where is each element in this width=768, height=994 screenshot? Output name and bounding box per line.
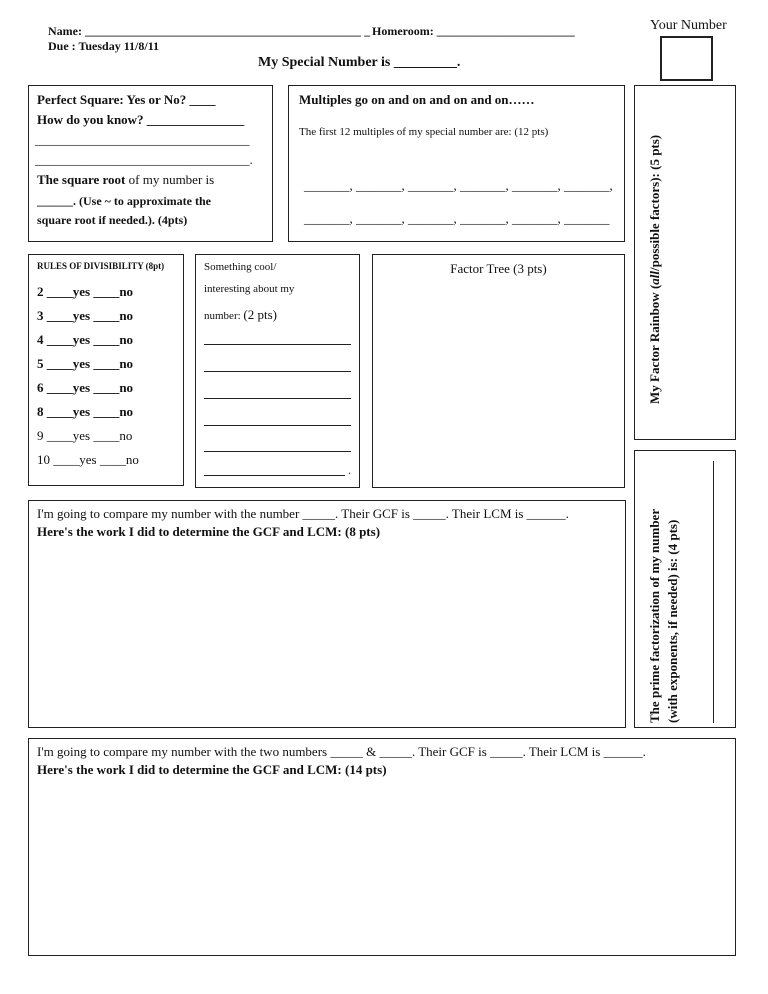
- square-root-points: square root if needed.). (4pts): [37, 213, 188, 227]
- cool-answer-line[interactable]: [204, 425, 351, 426]
- cool-line-3: number: (2 pts): [204, 307, 278, 322]
- compare-two-question: I'm going to compare my number with the two numbers _____ & _____. Their GCF is _____. Their LCM is ______.: [37, 744, 646, 759]
- square-root-instruction: ______. (Use ~ to approximate the: [37, 194, 211, 208]
- your-number-box[interactable]: [660, 36, 713, 81]
- compare-one-work-label: Here's the work I did to determine the GCF and LCM: (8 pts): [37, 524, 381, 539]
- name-field-label[interactable]: Name: ______________________________________________ _: [48, 24, 370, 38]
- divisibility-row-4[interactable]: 4 ____yes ____no: [37, 332, 134, 347]
- cool-answer-line[interactable]: [204, 451, 351, 452]
- your-number-label: Your Number: [650, 18, 727, 33]
- cool-answer-line[interactable]: [204, 398, 351, 399]
- divisibility-row-8[interactable]: 8 ____yes ____no: [37, 404, 134, 419]
- multiples-row-1[interactable]: _______, _______, _______, _______, _______, _______,: [304, 178, 613, 193]
- divisibility-row-10[interactable]: 10 ____yes ____no: [37, 452, 139, 467]
- page-title: My Special Number is _________.: [258, 55, 461, 70]
- factor-tree-box[interactable]: [372, 254, 625, 488]
- cool-line-1: Something cool/: [204, 261, 277, 273]
- multiples-box: [288, 85, 625, 242]
- divisibility-box: [28, 254, 184, 486]
- compare-two-work-label: Here's the work I did to determine the GCF and LCM: (14 pts): [37, 762, 387, 777]
- cool-answer-line[interactable]: [204, 475, 345, 476]
- cool-line-2: interesting about my: [204, 283, 295, 295]
- factor-rainbow-box: [634, 85, 736, 440]
- square-root-text: The square root of my number is: [37, 172, 215, 187]
- perfect-square-box: [28, 85, 273, 242]
- answer-line-2[interactable]: _________________________________.: [35, 152, 253, 167]
- prime-answer-line[interactable]: [713, 461, 714, 723]
- divisibility-row-5[interactable]: 5 ____yes ____no: [37, 356, 134, 371]
- homeroom-field-label[interactable]: Homeroom: _______________________: [372, 24, 575, 38]
- due-date: Due : Tuesday 11/8/11: [48, 39, 160, 53]
- multiples-instruction: The first 12 multiples of my special number are: (12 pts): [299, 126, 549, 138]
- how-do-you-know: How do you know? _______________: [37, 112, 245, 127]
- divisibility-row-9[interactable]: 9 ____yes ____no: [37, 428, 133, 443]
- something-cool-box: [195, 254, 360, 488]
- prime-factorization-line-2: (with exponents, if needed) is: (4 pts): [665, 519, 680, 723]
- compare-one-question: I'm going to compare my number with the number _____. Their GCF is _____. Their LCM is ______.: [37, 506, 569, 521]
- cool-answer-line[interactable]: [204, 344, 351, 345]
- perfect-square-question: Perfect Square: Yes or No? ____: [37, 92, 216, 107]
- multiples-row-2[interactable]: _______, _______, _______, _______, _______, _______: [304, 211, 610, 226]
- factor-rainbow-label: My Factor Rainbow (all/possible factors): (5 pts): [647, 134, 662, 404]
- factor-tree-heading: Factor Tree (3 pts): [450, 261, 547, 276]
- prime-factorization-line-1: The prime factorization of my number: [647, 508, 662, 723]
- compare-one-box[interactable]: [28, 500, 626, 728]
- compare-two-box[interactable]: [28, 738, 736, 956]
- answer-line-1[interactable]: _________________________________: [35, 132, 250, 147]
- prime-factorization-box: [634, 450, 736, 728]
- divisibility-row-3[interactable]: 3 ____yes ____no: [37, 308, 134, 323]
- divisibility-row-2[interactable]: 2 ____yes ____no: [37, 284, 134, 299]
- multiples-heading: Multiples go on and on and on and on……: [299, 92, 535, 107]
- divisibility-heading: RULES OF DIVISIBILITY (8pt): [37, 261, 165, 271]
- divisibility-row-6[interactable]: 6 ____yes ____no: [37, 380, 134, 395]
- cool-answer-line[interactable]: [204, 371, 351, 372]
- cool-final-period: .: [348, 463, 351, 477]
